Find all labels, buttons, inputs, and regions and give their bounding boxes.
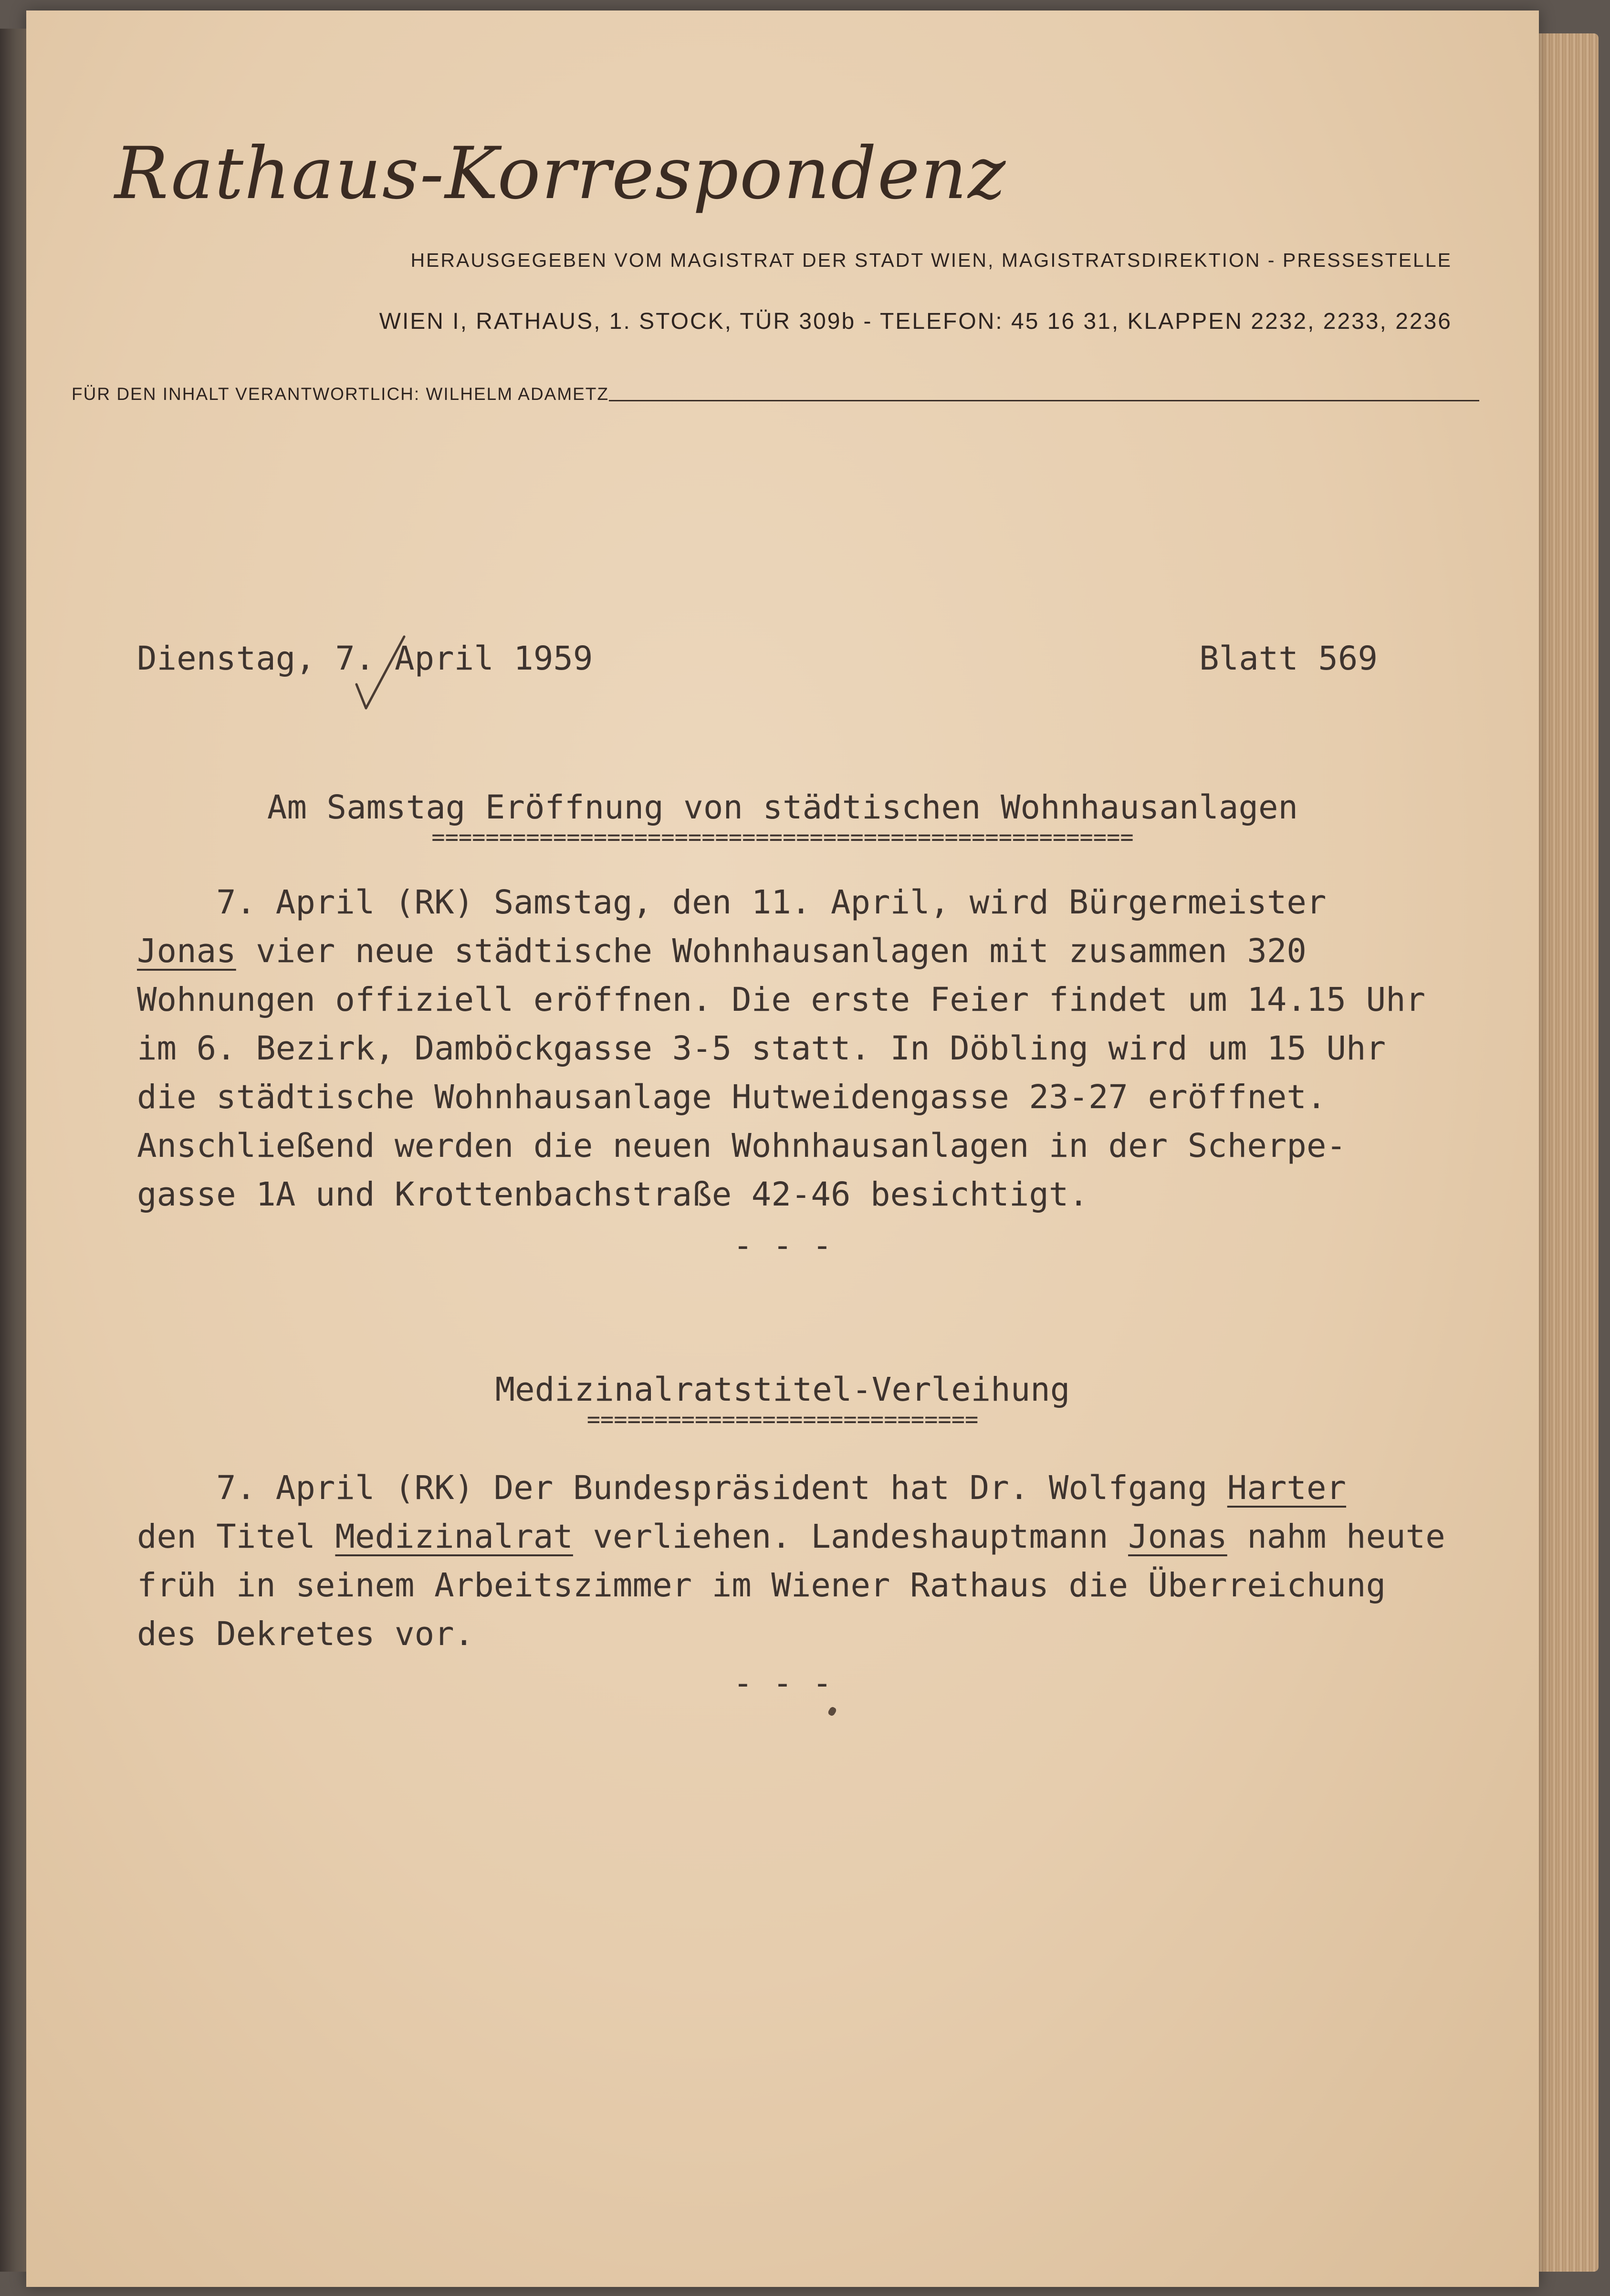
article-2-line: 7. April (RK) Der Bundespräsident hat Dr. Wolfgang Harter (137, 1469, 1347, 1507)
article-2-line: früh in seinem Arbeitszimmer im Wiener Rathaus die Überreichung (137, 1566, 1386, 1604)
dateline: Dienstag, 7. April 1959 (137, 640, 593, 678)
article-1-line: gasse 1A und Krottenbachstraße 42-46 besichtigt. (137, 1175, 1088, 1214)
underlined-name-jonas: Jonas (137, 932, 236, 970)
article-1-body (137, 878, 1425, 1219)
article-1-line: 7. April (RK) Samstag, den 11. April, wird Bürgermeister (137, 883, 1327, 922)
masthead-title: Rathaus-Korrespondenz (115, 132, 1007, 215)
document-page (26, 10, 1539, 2287)
sheet-number: Blatt 569 (1199, 640, 1378, 678)
article-2-heading: Medizinalratstitel-Verleihung (495, 1371, 1070, 1409)
article-1-line: im 6. Bezirk, Damböckgasse 3-5 statt. In Döbling wird um 15 Uhr (137, 1029, 1386, 1068)
article-1-line: Jonas vier neue städtische Wohnhausanlagen mit zusammen 320 (137, 932, 1307, 970)
article-1-line: Anschließend werden die neuen Wohnhausanlagen in der Scherpe- (137, 1127, 1347, 1165)
article-1-line: die städtische Wohnhausanlage Hutweidengasse 23-27 eröffnet. (137, 1078, 1327, 1116)
article-1-line: Wohnungen offiziell eröffnen. Die erste Feier findet um 14.15 Uhr (137, 981, 1426, 1019)
publisher-line: HERAUSGEGEBEN VOM MAGISTRAT DER STADT WIEN, MAGISTRATSDIREKTION - PRESSESTELLE (410, 249, 1452, 271)
handwritten-check-mark (347, 632, 409, 713)
responsible-text: FÜR DEN INHALT VERANTWORTLICH: WILHELM ADAMETZ (72, 384, 609, 404)
responsible-rule (609, 400, 1479, 401)
address-line: WIEN I, RATHAUS, 1. STOCK, TÜR 309b - TELEFON: 45 16 31, KLAPPEN 2232, 2233, 2236 (379, 309, 1452, 334)
underlined-name-jonas: Jonas (1128, 1518, 1227, 1556)
article-2-line: den Titel Medizinalrat verliehen. Landeshauptmann Jonas nahm heute (137, 1518, 1445, 1556)
article-1-separator: - - - (733, 1227, 832, 1265)
underlined-title-medizinalrat: Medizinalrat (335, 1518, 573, 1556)
article-2-line: des Dekretes vor. (137, 1615, 474, 1653)
article-1-heading: Am Samstag Eröffnung von städtischen Wohnhausanlagen (267, 788, 1298, 827)
article-2-heading-rule: ============================= (586, 1406, 979, 1433)
underlined-name-harter: Harter (1227, 1469, 1347, 1507)
article-2-separator: - - - (733, 1664, 832, 1702)
responsible-line (72, 380, 1479, 404)
article-1-heading-rule: ==================================================== (431, 824, 1134, 850)
article-2-body (137, 1464, 1445, 1658)
paper-speck (827, 1706, 837, 1717)
